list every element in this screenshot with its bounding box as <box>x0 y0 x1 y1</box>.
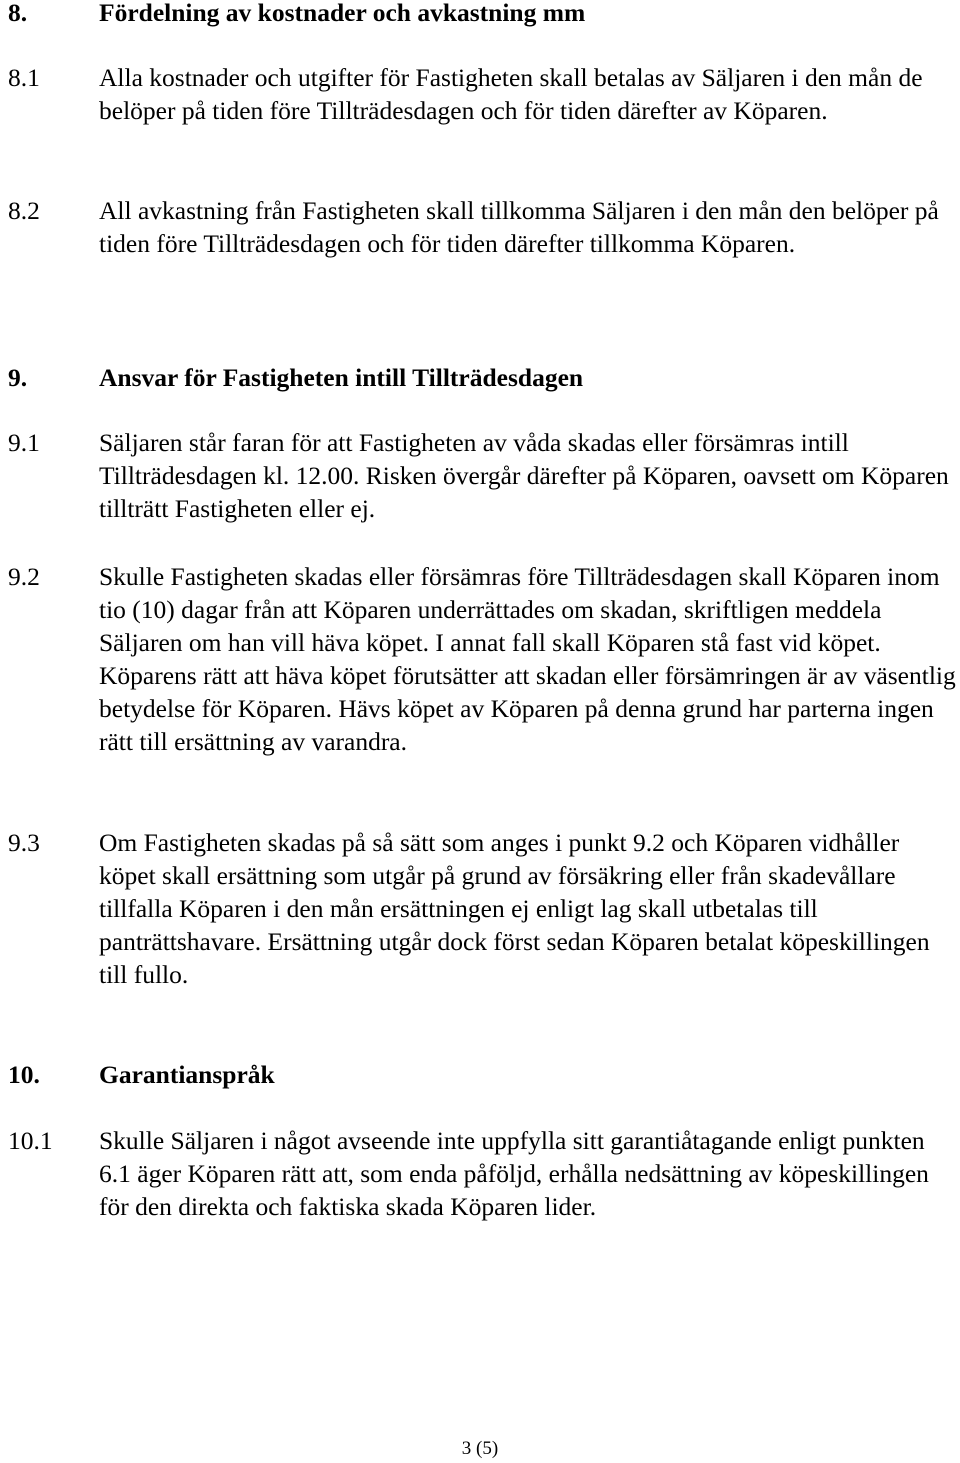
clause-9-2-text: Skulle Fastigheten skadas eller försämras före Tillträdesdagen skall Köparen inom tio (10) dagar från att Köparen underrättades om skadan, skriftligen meddela Säljaren om han vill häva köpet. I annat fall skall Köparen stå fast vid köpet. Köparens rätt att häva köpet förutsätter att skadan eller försämringen är av väsentlig betydelse för Köparen. Hävs köpet av Köparen på denna grund har parterna ingen rätt till ersättning av varandra. <box>99 562 956 756</box>
clause-8-2-number: 8.2 <box>8 196 40 225</box>
clause-8-1-text: Alla kostnader och utgifter för Fastigheten skall betalas av Säljaren i den mån de belöper på tiden före Tillträdesdagen och för tiden därefter av Köparen. <box>99 63 923 125</box>
clause-8-1-number: 8.1 <box>8 63 40 92</box>
clause-10-1-number: 10.1 <box>8 1126 53 1155</box>
clause-9-3-text: Om Fastigheten skadas på så sätt som anges i punkt 9.2 och Köparen vidhåller köpet skall ersättning som utgår på grund av försäkring eller från skadevållare tillfalla Köparen i den mån ersättningen ej enligt lag skall utbetalas till panträttshavare. Ersättning utgår dock först sedan Köparen betalat köpeskillingen till fullo. <box>99 828 930 989</box>
section-10-title: Garantianspråk <box>99 1060 275 1089</box>
clause-10-1-text: Skulle Säljaren i något avseende inte uppfylla sitt garantiåtagande enligt punkten 6.1 äger Köparen rätt att, som enda påföljd, erhålla nedsättning av köpeskillingen för den direkta och faktiska skada Köparen lider. <box>99 1126 929 1221</box>
clause-9-3-number: 9.3 <box>8 828 40 857</box>
clause-8-2-text: All avkastning från Fastigheten skall tillkomma Säljaren i den mån den belöper på tiden före Tillträdesdagen och för tiden därefter tillkomma Köparen. <box>99 196 939 258</box>
section-9-title: Ansvar för Fastigheten intill Tillträdesdagen <box>99 363 584 392</box>
clause-9-1-text: Säljaren står faran för att Fastigheten av våda skadas eller försämras intill Tillträdesdagen kl. 12.00. Risken övergår därefter på Köparen, oavsett om Köparen tillträtt Fastigheten eller ej. <box>99 428 949 523</box>
clause-9-2-number: 9.2 <box>8 562 40 591</box>
section-8-title: Fördelning av kostnader och avkastning mm <box>99 0 586 27</box>
section-9-number: 9. <box>8 363 28 392</box>
section-8-number: 8. <box>8 0 28 27</box>
section-10-number: 10. <box>8 1060 40 1089</box>
clause-9-1-number: 9.1 <box>8 428 40 457</box>
page-number: 3 (5) <box>461 1438 499 1459</box>
